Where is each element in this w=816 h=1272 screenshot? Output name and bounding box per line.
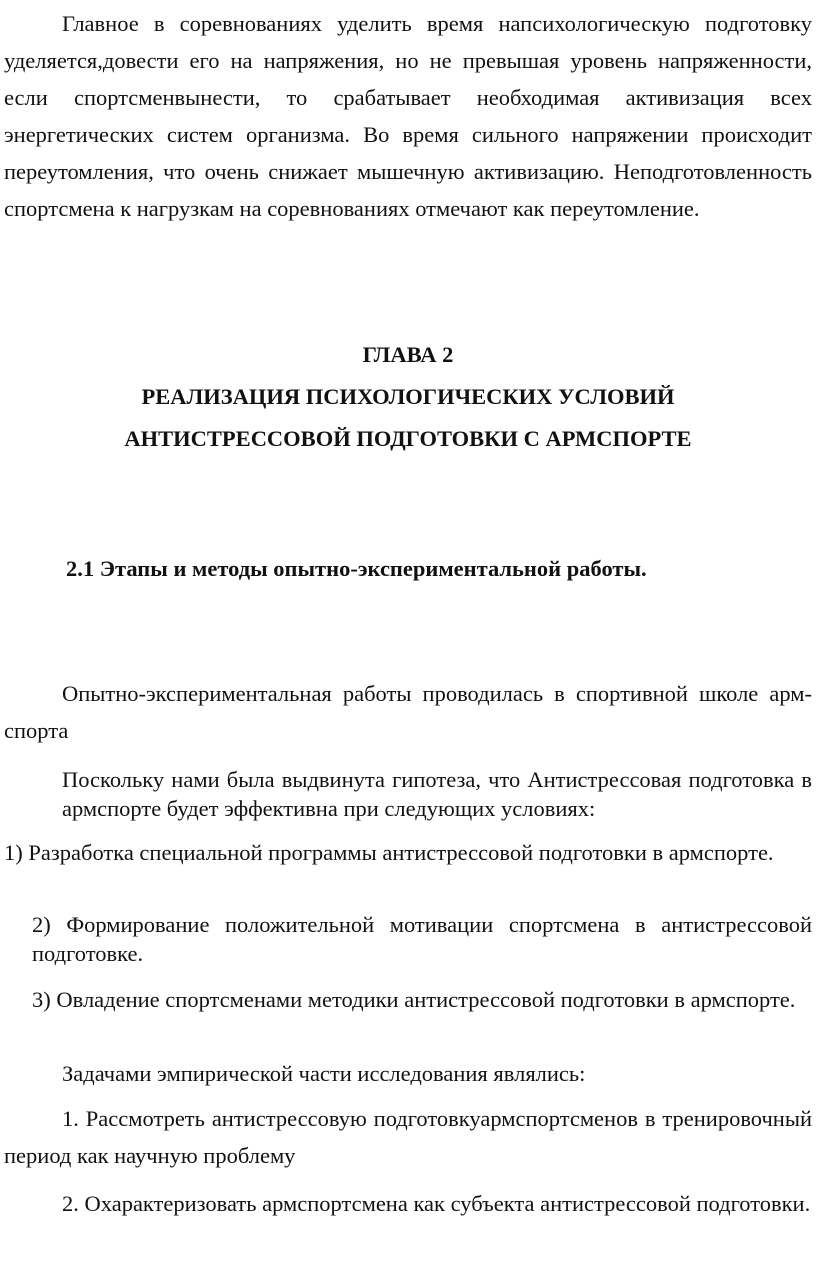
chapter-heading	[0, 334, 816, 460]
condition-item-2: 2) Формирование положительной мотивации спортсмена в антистрессовой подготовке.	[32, 912, 812, 966]
chapter-title-line-2: АНТИСТРЕССОВОЙ ПОДГОТОВКИ С АРМСПОРТЕ	[124, 426, 692, 451]
task-2-text: Охарактеризовать армспортсмена как субъекта антистрессовой подготовки.	[84, 1191, 811, 1216]
chapter-title-line-1: РЕАЛИЗАЦИЯ ПСИХОЛОГИЧЕСКИХ УСЛОВИЙ	[141, 384, 675, 409]
paragraph-experiment-location: Опытно-экспериментальная работы проводилась в спортивной школе арм-спорта	[4, 681, 812, 743]
task-item-2	[4, 1185, 812, 1222]
condition-item-3: 3) Овладение спортсменами методики антистрессовой подготовки в армспорте.	[32, 987, 796, 1012]
tasks-intro: Задачами эмпирической части исследования являлись:	[62, 1061, 586, 1086]
intro-paragraph: Главное в соревнованиях уделить время напсихологическую подготовку уделяется,довести его на напряжения, но не превышая уровень напряженности, если спортсменвынести, то срабатывает необходимая активизация всех энергетических систем организма. Во время сильного напряжении происходит переутомления, что очень снижает мышечную активизацию. Неподготовленность спортсмена к нагрузкам на соревнованиях отмечают как переутомление.	[4, 11, 812, 221]
chapter-number: ГЛАВА 2	[362, 342, 454, 367]
condition-item-1: 1) Разработка специальной программы антистрессовой подготовки в армспорте.	[4, 840, 774, 865]
task-2-number: 2.	[62, 1191, 79, 1216]
task-1-text: Рассмотреть антистрессовую подготовкуармспортсменов в тренировочный период как научную проблему	[4, 1106, 812, 1168]
section-heading: 2.1 Этапы и методы опытно-экспериментальной работы.	[66, 556, 647, 581]
task-item-1	[4, 1100, 812, 1174]
task-1-number: 1.	[62, 1106, 79, 1131]
paragraph-hypothesis: Поскольку нами была выдвинута гипотеза, что Антистрессовая подготовка в армспорте будет эффективна при следующих условиях:	[62, 767, 812, 821]
